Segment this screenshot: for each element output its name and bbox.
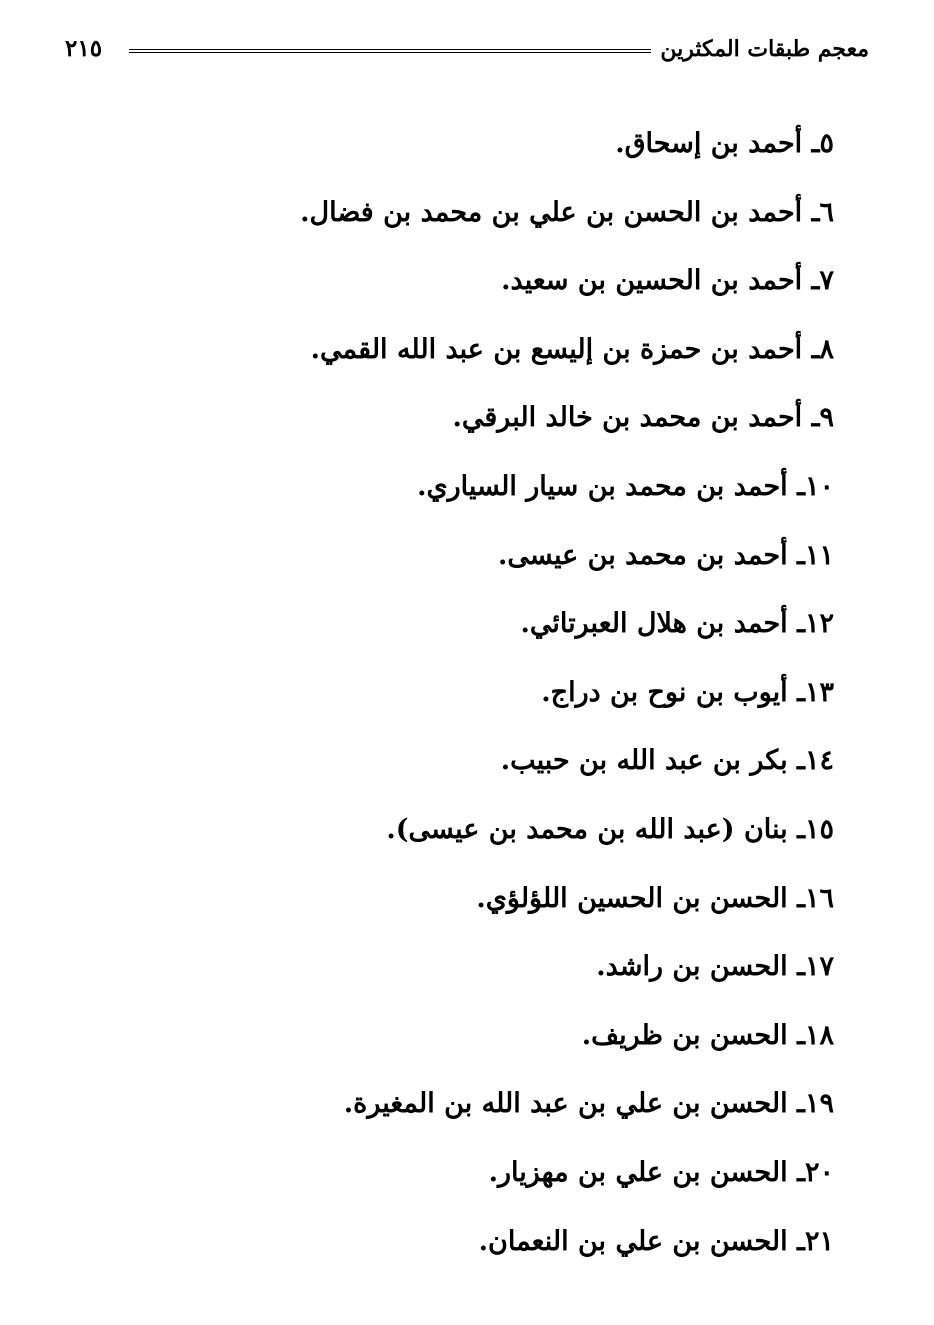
list-item: ١٩ـ الحسن بن علي بن عبد الله بن المغيرة. — [343, 1088, 834, 1120]
entry-list — [274, 110, 834, 1276]
header-divider — [129, 49, 651, 53]
running-title: معجم طبقات المكثرين — [660, 36, 869, 62]
list-item: ٥ـ أحمد بن إسحاق. — [615, 128, 834, 159]
page-number: ٢١٥ — [65, 35, 103, 62]
list-item: ١٢ـ أحمد بن هلال العبرتائي. — [520, 608, 834, 640]
list-item: ٨ـ أحمد بن حمزة بن إليسع بن عبد الله القمي. — [310, 333, 834, 365]
list-item: ١٠ـ أحمد بن محمد بن سيار السياري. — [417, 470, 834, 502]
list-item: ٢٠ـ الحسن بن علي بن مهزيار. — [488, 1156, 834, 1188]
list-item: ١١ـ أحمد بن محمد بن عيسى. — [498, 539, 834, 571]
list-item: ١٦ـ الحسن بن الحسين اللؤلؤي. — [476, 882, 834, 914]
list-item: ٩ـ أحمد بن محمد بن خالد البرقي. — [452, 402, 834, 434]
list-item: ١٣ـ أيوب بن نوح بن دراج. — [541, 676, 834, 708]
list-item: ٦ـ أحمد بن الحسن بن علي بن محمد بن فضال. — [300, 196, 834, 228]
list-item: ١٥ـ بنان (عبد الله بن محمد بن عيسى). — [386, 813, 834, 845]
list-item: ١٨ـ الحسن بن ظريف. — [581, 1019, 834, 1051]
list-item: ١٧ـ الحسن بن راشد. — [596, 951, 834, 983]
list-item: ١٤ـ بكر بن عبد الله بن حبيب. — [500, 745, 834, 777]
page-header — [65, 30, 869, 70]
list-item: ٢١ـ الحسن بن علي بن النعمان. — [478, 1225, 834, 1257]
list-item: ٧ـ أحمد بن الحسين بن سعيد. — [501, 265, 834, 297]
